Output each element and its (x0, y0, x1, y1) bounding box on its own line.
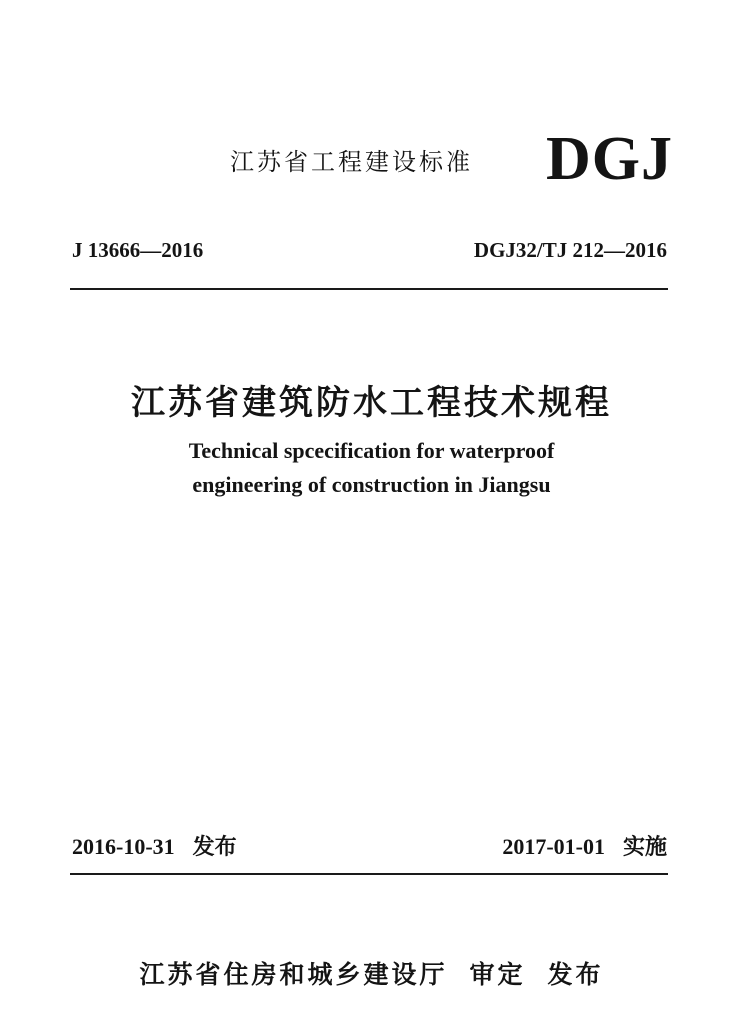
issue-date: 2016-10-31 (72, 834, 175, 859)
approve-label: 审定 (469, 960, 526, 989)
issuer-line (0, 962, 743, 987)
title-chinese: 江苏省建筑防水工程技术规程 (131, 383, 612, 423)
record-number: J 13666—2016 (72, 238, 204, 262)
bottom-divider (70, 873, 668, 875)
effective-date: 2017-01-01 (502, 834, 605, 859)
effective-date-block (502, 836, 667, 859)
series-title: 江苏省工程建设标准 (230, 148, 473, 176)
dgj-logo: DGJ (546, 125, 673, 193)
top-divider (70, 288, 668, 290)
effective-label: 实施 (622, 835, 667, 860)
publish-label: 发布 (547, 960, 604, 989)
title-english-line1: Technical spcecification for waterproof (188, 438, 555, 463)
issue-label: 发布 (192, 835, 237, 860)
title-english-line2: engineering of construction in Jiangsu (192, 472, 551, 497)
issue-date-block (72, 836, 237, 859)
standard-number: DGJ32/TJ 212—2016 (473, 238, 667, 262)
issuer-organization: 江苏省住房和城乡建设厅 (139, 960, 448, 989)
